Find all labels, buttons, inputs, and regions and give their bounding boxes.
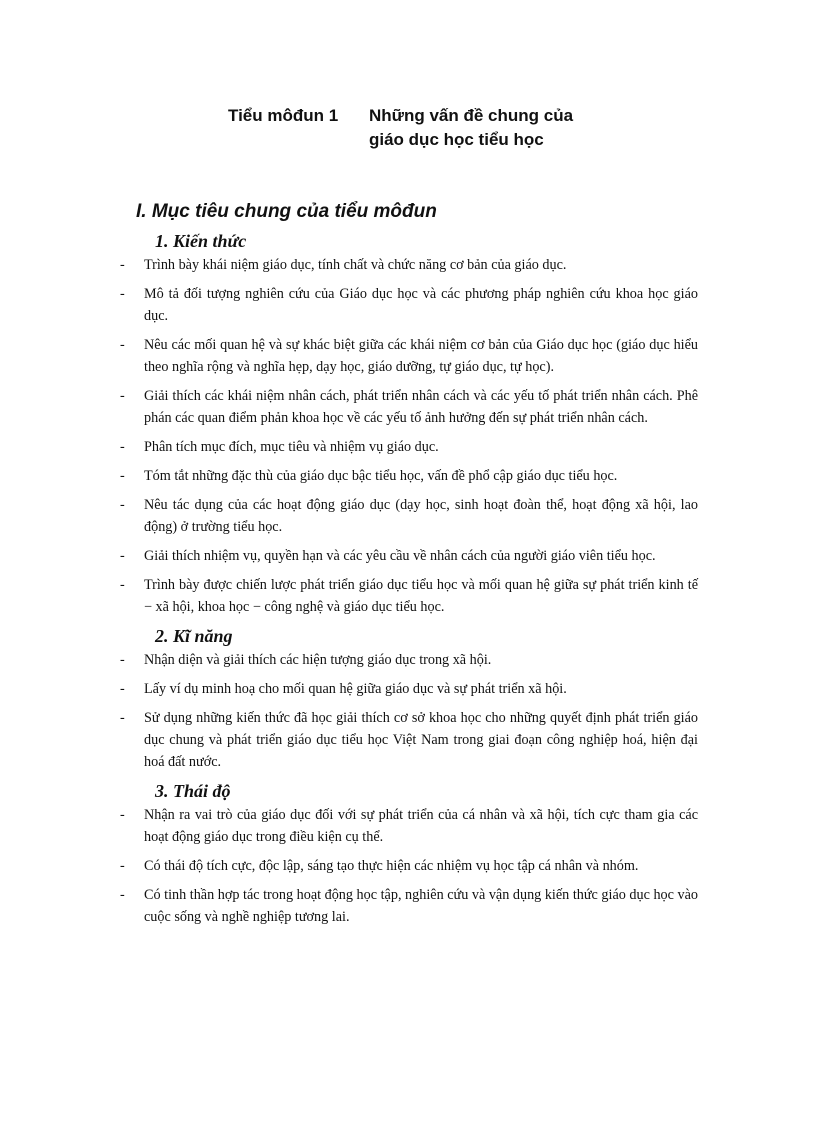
attitude-list — [120, 804, 698, 928]
list-item: - Nhận ra vai trò của giáo dục đối với sự phát triển của cá nhân và xã hội, tích cực tham gia các hoạt động giáo dục trong điều kiện cụ thể. — [120, 807, 698, 845]
subsection-heading-attitude: 3. Thái độ — [155, 781, 231, 801]
module-title-prefix: Tiểu môđun 1 — [228, 106, 339, 125]
module-title — [228, 104, 688, 152]
list-item: - Mô tả đối tượng nghiên cứu của Giáo dục học và các phương pháp nghiên cứu khoa học giáo dục. — [120, 286, 698, 324]
section-heading: I. Mục tiêu chung của tiểu môđun — [136, 201, 437, 222]
list-item: - Lấy ví dụ minh hoạ cho mối quan hệ giữa giáo dục và sự phát triển xã hội. — [120, 681, 567, 697]
list-item: - Có thái độ tích cực, độc lập, sáng tạo thực hiện các nhiệm vụ học tập cá nhân và nhóm. — [120, 858, 639, 874]
list-item: - Trình bày khái niệm giáo dục, tính chất và chức năng cơ bản của giáo dục. — [120, 257, 567, 273]
module-title-line1: Những vấn đề chung của — [369, 106, 574, 125]
subsection-heading-knowledge: 1. Kiến thức — [155, 231, 247, 251]
list-item: - Nhận diện và giải thích các hiện tượng giáo dục trong xã hội. — [120, 652, 492, 668]
subsection-heading-skills: 2. Kĩ năng — [155, 626, 233, 646]
list-item: - Phân tích mục đích, mục tiêu và nhiệm vụ giáo dục. — [120, 439, 439, 455]
objectives-content — [120, 230, 698, 935]
list-item: - Nêu các mối quan hệ và sự khác biệt giữa các khái niệm cơ bản của Giáo dục học (giáo dục hiểu theo nghĩa rộng và nghĩa hẹp, dạy học, giáo dưỡng, tự giáo dục, tự học). — [120, 337, 698, 375]
list-item: - Trình bày được chiến lược phát triển giáo dục tiểu học và mối quan hệ giữa sự phát triển kinh tế − xã hội, khoa học − công nghệ và giáo dục tiểu học. — [120, 577, 698, 615]
list-item: - Giải thích các khái niệm nhân cách, phát triển nhân cách và các yếu tố phát triển nhân cách. Phê phán các quan điểm phản khoa học về các yếu tố ảnh hưởng đến sự phát triển nhân cách. — [120, 388, 698, 426]
list-item: - Giải thích nhiệm vụ, quyền hạn và các yêu cầu về nhân cách của người giáo viên tiểu học. — [120, 548, 656, 564]
skills-list — [120, 649, 698, 773]
list-item: - Có tinh thần hợp tác trong hoạt động học tập, nghiên cứu và vận dụng kiến thức giáo dục học vào cuộc sống và nghề nghiệp tương lai. — [120, 887, 698, 925]
list-item: - Nêu tác dụng của các hoạt động giáo dục (dạy học, sinh hoạt đoàn thể, hoạt động xã hội, lao động) ở trường tiểu học. — [120, 497, 698, 535]
list-item: - Sử dụng những kiến thức đã học giải thích cơ sở khoa học cho những quyết định phát triển giáo dục chung và phát triển giáo dục tiểu học Việt Nam trong giai đoạn công nghiệp hoá, hiện đại hoá đất nước. — [120, 710, 698, 770]
module-title-line2: giáo dục học tiểu học — [369, 130, 544, 149]
list-item: - Tóm tắt những đặc thù của giáo dục bậc tiểu học, vấn đề phổ cập giáo dục tiểu học. — [120, 468, 618, 484]
knowledge-list — [120, 254, 698, 618]
